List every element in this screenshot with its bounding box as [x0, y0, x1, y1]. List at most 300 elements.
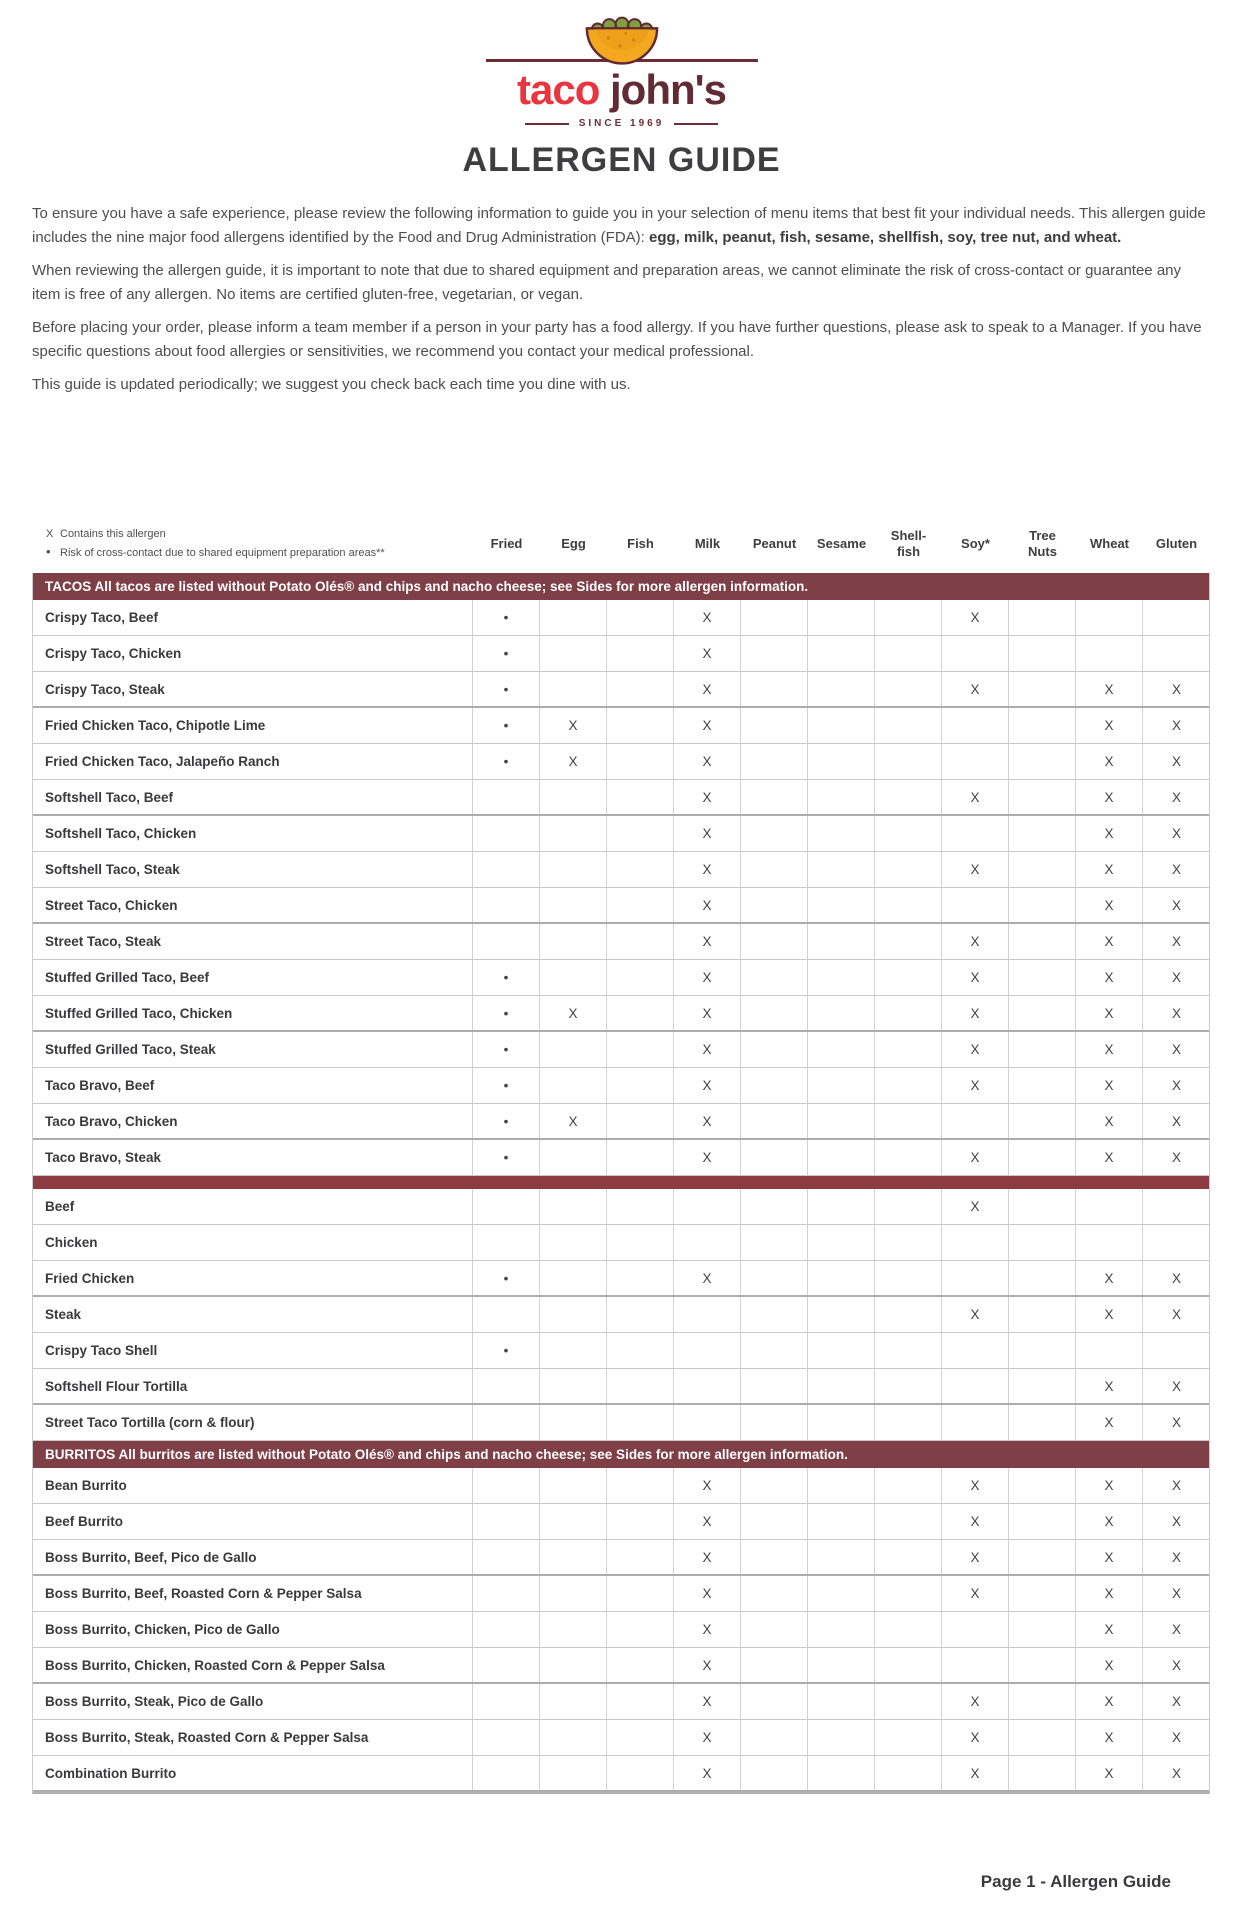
- menu-item-row: [33, 1032, 1209, 1068]
- allergen-mark: X: [942, 1540, 1009, 1574]
- menu-item-row: [33, 1648, 1209, 1684]
- brand-word-johns: john's: [610, 66, 726, 113]
- allergen-mark: X: [540, 1104, 607, 1138]
- intro-paragraph-1: [32, 202, 1211, 250]
- allergen-mark: [875, 1297, 942, 1332]
- column-header-peanut: [741, 536, 808, 552]
- allergen-mark: [741, 1405, 808, 1440]
- allergen-mark: [875, 1225, 942, 1260]
- section-header: BURRITOS All burritos are listed without Potato Olés® and chips and nacho cheese; see Sides for more allergen information.: [33, 1441, 1209, 1468]
- allergen-mark: •: [473, 996, 540, 1030]
- allergen-mark: X: [674, 1140, 741, 1175]
- menu-item-row: [33, 744, 1209, 780]
- menu-item-row: [33, 1720, 1209, 1756]
- allergen-mark: X: [942, 1684, 1009, 1719]
- allergen-mark: [607, 1468, 674, 1503]
- allergen-mark: X: [1171, 789, 1181, 805]
- allergen-mark: [942, 744, 1009, 779]
- allergen-mark: [741, 1140, 808, 1175]
- menu-item-name: Softshell Taco, Chicken: [33, 816, 473, 851]
- allergen-mark: [1009, 960, 1076, 995]
- allergen-mark: [741, 672, 808, 706]
- allergen-mark: X: [674, 996, 741, 1030]
- allergen-mark: [1143, 1333, 1210, 1368]
- menu-item-row: [33, 1540, 1209, 1576]
- allergen-mark: [942, 1225, 1009, 1260]
- allergen-mark: [808, 924, 875, 959]
- allergen-mark: X: [1171, 1005, 1181, 1021]
- allergen-mark: [540, 636, 607, 671]
- allergen-mark: [607, 708, 674, 743]
- allergen-mark: X: [674, 1756, 741, 1790]
- allergen-mark: [1009, 1140, 1076, 1175]
- menu-item-row: [33, 636, 1209, 672]
- menu-item-name: Crispy Taco, Beef: [33, 600, 473, 635]
- allergen-mark: [1009, 1504, 1076, 1539]
- allergen-mark: [540, 1140, 607, 1175]
- menu-item-name: Softshell Flour Tortilla: [33, 1369, 473, 1403]
- legend-dot-symbol: •: [46, 544, 51, 559]
- allergen-mark: [808, 708, 875, 743]
- allergen-mark: X: [1076, 708, 1143, 743]
- allergen-mark: [607, 1189, 674, 1224]
- allergen-mark: [875, 1369, 942, 1403]
- allergen-mark: [875, 924, 942, 959]
- menu-item-name: Softshell Taco, Beef: [33, 780, 473, 814]
- allergen-mark: [808, 1032, 875, 1067]
- allergen-mark: [741, 1297, 808, 1332]
- allergen-mark: [674, 1333, 741, 1368]
- allergen-mark: [741, 708, 808, 743]
- allergen-mark: [473, 780, 540, 814]
- allergen-mark: [741, 888, 808, 922]
- allergen-mark: [1009, 1068, 1076, 1103]
- legend-cross-contact: [46, 543, 473, 562]
- menu-item-name: Bean Burrito: [33, 1468, 473, 1503]
- table-header: [32, 515, 1211, 573]
- allergen-mark: [540, 1540, 607, 1574]
- column-header-soy: [942, 536, 1009, 552]
- allergen-mark: [674, 1405, 741, 1440]
- allergen-mark: [808, 1297, 875, 1332]
- allergen-mark: [607, 1297, 674, 1332]
- intro-section: [32, 202, 1211, 397]
- allergen-mark: [741, 780, 808, 814]
- allergen-mark: [540, 852, 607, 887]
- allergen-mark: X: [1171, 970, 1181, 985]
- allergen-mark: [1143, 1225, 1210, 1260]
- menu-item-name: Boss Burrito, Steak, Roasted Corn & Pepper Salsa: [33, 1720, 473, 1755]
- allergen-mark: [875, 852, 942, 887]
- allergen-mark: [607, 1104, 674, 1138]
- allergen-mark: X: [674, 708, 741, 743]
- allergen-mark: X: [942, 1140, 1009, 1175]
- allergen-mark: X: [540, 996, 607, 1030]
- allergen-mark: [942, 816, 1009, 851]
- allergen-mark: X: [1171, 1622, 1181, 1637]
- allergen-mark: X: [674, 1576, 741, 1611]
- allergen-mark: X: [1076, 1104, 1143, 1138]
- allergen-mark: [607, 744, 674, 779]
- allergen-mark: X: [1076, 960, 1143, 995]
- allergen-mark: [875, 996, 942, 1030]
- menu-item-row: [33, 1261, 1209, 1297]
- menu-item-name: Stuffed Grilled Taco, Beef: [33, 960, 473, 995]
- allergen-mark: [607, 672, 674, 706]
- allergen-mark: [607, 888, 674, 922]
- allergen-mark: [808, 1104, 875, 1138]
- column-header-fish: [607, 536, 674, 552]
- allergen-mark: X: [942, 1504, 1009, 1539]
- allergen-mark: X: [942, 1297, 1009, 1332]
- allergen-mark: X: [1076, 816, 1143, 851]
- allergen-mark: X: [942, 1189, 1009, 1224]
- allergen-mark: [875, 708, 942, 743]
- allergen-mark: X: [1076, 672, 1143, 706]
- allergen-mark: [540, 1261, 607, 1295]
- allergen-mark: [1076, 1225, 1143, 1260]
- allergen-mark: •: [473, 1068, 540, 1103]
- allergen-mark: [473, 1504, 540, 1539]
- menu-item-row: [33, 1612, 1209, 1648]
- menu-item-row: [33, 1297, 1209, 1333]
- allergen-mark: •: [473, 1104, 540, 1138]
- allergen-mark: X: [674, 852, 741, 887]
- allergen-mark: X: [942, 672, 1009, 706]
- menu-item-row: [33, 1369, 1209, 1405]
- allergen-mark: [473, 816, 540, 851]
- allergen-mark: [875, 1032, 942, 1067]
- allergen-mark: •: [473, 1333, 540, 1368]
- allergen-mark: X: [674, 1612, 741, 1647]
- allergen-mark: [741, 924, 808, 959]
- allergen-mark: [1009, 996, 1076, 1030]
- allergen-mark: [540, 1612, 607, 1647]
- allergen-mark: X: [674, 780, 741, 814]
- menu-item-name: Crispy Taco, Steak: [33, 672, 473, 706]
- allergen-mark: [1143, 1189, 1210, 1224]
- allergen-mark: [741, 600, 808, 635]
- allergen-mark: [741, 1756, 808, 1790]
- intro-paragraph-3: Before placing your order, please inform a team member if a person in your party has a food allergy. If you have further questions, please ask to speak to a Manager. If you have specific questions about food allergies or sensitivities, we recommend you contact your medical professional.: [32, 319, 1202, 360]
- allergen-mark: [1009, 816, 1076, 851]
- menu-item-row: [33, 1468, 1209, 1504]
- allergen-mark: [1076, 636, 1143, 671]
- allergen-mark: [875, 1104, 942, 1138]
- column-header-shell-fish: [875, 528, 942, 560]
- allergen-mark: [674, 1297, 741, 1332]
- menu-item-row: [33, 888, 1209, 924]
- allergen-mark: [875, 780, 942, 814]
- allergen-mark: [540, 1756, 607, 1790]
- page-footer: Page 1 - Allergen Guide: [980, 1872, 1171, 1891]
- tagline-text: SINCE 1969: [578, 118, 665, 129]
- allergen-mark: [875, 960, 942, 995]
- allergen-mark: [808, 1720, 875, 1755]
- allergen-mark: X: [1076, 996, 1143, 1030]
- menu-item-name: Taco Bravo, Steak: [33, 1140, 473, 1175]
- brand-word-taco: taco: [516, 66, 600, 113]
- allergen-mark: [808, 1756, 875, 1790]
- allergen-mark: [875, 744, 942, 779]
- column-header-line: Egg: [561, 536, 586, 551]
- allergen-mark: •: [473, 960, 540, 995]
- menu-item-name: Boss Burrito, Steak, Pico de Gallo: [33, 1684, 473, 1719]
- allergen-mark: [808, 1333, 875, 1368]
- allergen-mark: X: [674, 1104, 741, 1138]
- allergen-mark: X: [1076, 888, 1143, 922]
- column-header-wheat: [1076, 536, 1143, 552]
- allergen-mark: [674, 1369, 741, 1403]
- allergen-mark: [607, 1720, 674, 1755]
- intro-paragraph-2: When reviewing the allergen guide, it is important to note that due to shared equipment and preparation areas, we cannot eliminate the risk of cross-contact or guarantee any item is free of any allergen. No items are certified gluten-free, vegetarian, or vegan.: [32, 262, 1182, 303]
- allergen-mark: [1009, 744, 1076, 779]
- allergen-mark: [875, 1576, 942, 1611]
- allergen-mark: [808, 1068, 875, 1103]
- allergen-mark: [1009, 1468, 1076, 1503]
- allergen-mark: [875, 1068, 942, 1103]
- column-header-sesame: [808, 536, 875, 552]
- allergen-mark: [741, 1189, 808, 1224]
- allergen-mark: [607, 1261, 674, 1295]
- allergen-mark: [1009, 1189, 1076, 1224]
- allergen-mark: [607, 1369, 674, 1403]
- allergen-mark: •: [473, 744, 540, 779]
- allergen-mark: [875, 672, 942, 706]
- legend-contains: [46, 526, 473, 543]
- menu-item-row: [33, 1068, 1209, 1104]
- allergen-mark: [473, 1576, 540, 1611]
- allergen-mark: [942, 708, 1009, 743]
- allergen-mark: X: [1171, 718, 1181, 733]
- allergen-mark: [540, 1189, 607, 1224]
- allergen-mark: [808, 1504, 875, 1539]
- allergen-mark: [607, 1756, 674, 1790]
- brand-wordmark: [32, 66, 1211, 113]
- allergen-mark: [1009, 780, 1076, 814]
- allergen-mark: [1076, 600, 1143, 635]
- menu-item-row: [33, 708, 1209, 744]
- allergen-mark: [540, 1369, 607, 1403]
- column-header-egg: [540, 536, 607, 552]
- allergen-mark: [741, 1104, 808, 1138]
- menu-item-row: [33, 1225, 1209, 1261]
- allergen-mark: [540, 780, 607, 814]
- menu-item-row: [33, 600, 1209, 636]
- allergen-mark: [540, 1720, 607, 1755]
- allergen-mark: X: [1076, 1540, 1143, 1574]
- intro-paragraph-1-text: To ensure you have a safe experience, please review the following information to guide you in your selection of menu items that best fit your individual needs. This allergen guide includes the nine major food allergens identified by the Food and Drug Administration (FDA):: [32, 205, 1206, 246]
- allergen-mark: [808, 744, 875, 779]
- column-header-line: Shell-: [890, 528, 927, 543]
- allergen-mark: [808, 600, 875, 635]
- section-divider-bar: [33, 1176, 1209, 1189]
- allergen-mark: [942, 1405, 1009, 1440]
- column-header-line: Sesame: [816, 536, 867, 551]
- allergen-mark: [607, 816, 674, 851]
- allergen-mark: [607, 996, 674, 1030]
- allergen-mark: X: [1076, 1369, 1143, 1403]
- menu-item-name: Fried Chicken Taco, Jalapeño Ranch: [33, 744, 473, 779]
- allergen-mark: X: [674, 960, 741, 995]
- section-header: TACOS All tacos are listed without Potato Olés® and chips and nacho cheese; see Sides for more allergen information.: [33, 573, 1209, 600]
- allergen-mark: [473, 1720, 540, 1755]
- allergen-mark: X: [942, 1068, 1009, 1103]
- allergen-mark: [607, 1225, 674, 1260]
- allergen-mark: [1009, 1648, 1076, 1682]
- allergen-mark: X: [1171, 754, 1181, 769]
- allergen-mark: [942, 1104, 1009, 1138]
- allergen-mark: [1009, 1612, 1076, 1647]
- allergen-mark: X: [674, 1468, 741, 1503]
- allergen-mark: [473, 924, 540, 959]
- allergen-mark: X: [942, 600, 1009, 635]
- allergen-mark: [808, 1369, 875, 1403]
- allergen-mark: X: [1171, 1549, 1181, 1565]
- allergen-mark: [473, 1756, 540, 1790]
- allergen-mark: [540, 1333, 607, 1368]
- allergen-mark: [473, 1540, 540, 1574]
- allergen-mark: [1009, 636, 1076, 671]
- allergen-mark: X: [674, 816, 741, 851]
- allergen-mark: [875, 1684, 942, 1719]
- allergen-mark: X: [1171, 1586, 1181, 1601]
- allergen-mark: [607, 780, 674, 814]
- allergen-mark: [1009, 672, 1076, 706]
- allergen-mark: [808, 636, 875, 671]
- allergen-mark: [808, 1540, 875, 1574]
- tagline-dash-left: [525, 123, 569, 125]
- allergen-mark: X: [674, 744, 741, 779]
- allergen-mark: X: [1076, 780, 1143, 814]
- allergen-mark: [808, 672, 875, 706]
- legend-x-symbol: X: [46, 528, 54, 540]
- column-header-line: Wheat: [1090, 536, 1129, 551]
- allergen-mark: [741, 1612, 808, 1647]
- allergen-mark: X: [1076, 1648, 1143, 1682]
- menu-item-row: [33, 852, 1209, 888]
- brand-header: [32, 0, 1211, 129]
- allergen-mark: [875, 600, 942, 635]
- allergen-mark: [875, 1648, 942, 1682]
- taco-logo: [486, 14, 758, 68]
- allergen-mark: •: [473, 708, 540, 743]
- menu-item-row: [33, 1504, 1209, 1540]
- allergen-mark: [607, 852, 674, 887]
- allergen-mark: [540, 888, 607, 922]
- menu-item-row: [33, 1576, 1209, 1612]
- allergen-mark: X: [1171, 1730, 1181, 1745]
- allergen-mark: X: [674, 1684, 741, 1719]
- allergen-mark: X: [1171, 1042, 1181, 1057]
- allergen-mark: [473, 1684, 540, 1719]
- allergen-mark: X: [942, 996, 1009, 1030]
- allergen-mark: [1009, 852, 1076, 887]
- menu-item-name: Stuffed Grilled Taco, Chicken: [33, 996, 473, 1030]
- allergen-mark: X: [1076, 1720, 1143, 1755]
- menu-item-row: [33, 1756, 1209, 1792]
- allergen-list-bold: egg, milk, peanut, fish, sesame, shellfish, soy, tree nut, and wheat.: [649, 229, 1122, 246]
- column-header-fried: [473, 536, 540, 552]
- menu-item-name: Chicken: [33, 1225, 473, 1260]
- allergen-mark: [1009, 1540, 1076, 1574]
- allergen-mark: [1009, 888, 1076, 922]
- allergen-mark: [607, 1540, 674, 1574]
- allergen-mark: [741, 1540, 808, 1574]
- allergen-mark: X: [1171, 934, 1181, 949]
- allergen-mark: [741, 1648, 808, 1682]
- allergen-mark: [808, 816, 875, 851]
- menu-item-row: [33, 816, 1209, 852]
- allergen-mark: [540, 1225, 607, 1260]
- allergen-mark: [741, 960, 808, 995]
- allergen-mark: [875, 1504, 942, 1539]
- allergen-mark: X: [674, 1504, 741, 1539]
- allergen-mark: [1009, 600, 1076, 635]
- allergen-mark: [741, 816, 808, 851]
- allergen-mark: [473, 1612, 540, 1647]
- allergen-mark: [875, 636, 942, 671]
- allergen-mark: X: [674, 924, 741, 959]
- allergen-mark: [1143, 600, 1210, 635]
- allergen-mark: [808, 888, 875, 922]
- allergen-mark: X: [674, 1648, 741, 1682]
- allergen-mark: [808, 852, 875, 887]
- allergen-mark: [875, 1540, 942, 1574]
- allergen-mark: [808, 780, 875, 814]
- column-header-line: fish: [896, 544, 921, 559]
- allergen-mark: X: [942, 1032, 1009, 1067]
- allergen-mark: [942, 1261, 1009, 1295]
- allergen-mark: [607, 1032, 674, 1067]
- allergen-mark: [875, 1756, 942, 1790]
- allergen-mark: [607, 1504, 674, 1539]
- allergen-mark: [1009, 1369, 1076, 1403]
- allergen-mark: [1076, 1333, 1143, 1368]
- legend: [32, 526, 473, 562]
- allergen-mark: [1009, 1032, 1076, 1067]
- allergen-mark: [1076, 1189, 1143, 1224]
- menu-item-name: Beef Burrito: [33, 1504, 473, 1539]
- allergen-mark: [741, 996, 808, 1030]
- allergen-mark: [607, 1612, 674, 1647]
- allergen-mark: X: [1076, 1140, 1143, 1175]
- allergen-mark: [942, 888, 1009, 922]
- column-header-line: Peanut: [752, 536, 797, 551]
- column-header-line: Nuts: [1028, 544, 1057, 559]
- column-header-gluten: [1143, 536, 1210, 552]
- allergen-mark: X: [674, 1068, 741, 1103]
- allergen-mark: [540, 1405, 607, 1440]
- allergen-mark: X: [942, 1756, 1009, 1790]
- allergen-mark: X: [1171, 1078, 1181, 1093]
- allergen-mark: [741, 1333, 808, 1368]
- allergen-mark: [942, 1612, 1009, 1647]
- allergen-mark: [875, 1261, 942, 1295]
- column-header-line: Fish: [627, 536, 654, 551]
- allergen-mark: X: [1076, 1261, 1143, 1295]
- allergen-mark: [808, 1684, 875, 1719]
- menu-item-name: Steak: [33, 1297, 473, 1332]
- allergen-mark: [808, 996, 875, 1030]
- allergen-mark: •: [473, 1032, 540, 1067]
- allergen-mark: [875, 1468, 942, 1503]
- column-header-line: Soy*: [961, 536, 990, 551]
- menu-item-name: Boss Burrito, Beef, Roasted Corn & Pepper Salsa: [33, 1576, 473, 1611]
- allergen-mark: [808, 960, 875, 995]
- menu-item-row: [33, 1104, 1209, 1140]
- menu-item-name: Beef: [33, 1189, 473, 1224]
